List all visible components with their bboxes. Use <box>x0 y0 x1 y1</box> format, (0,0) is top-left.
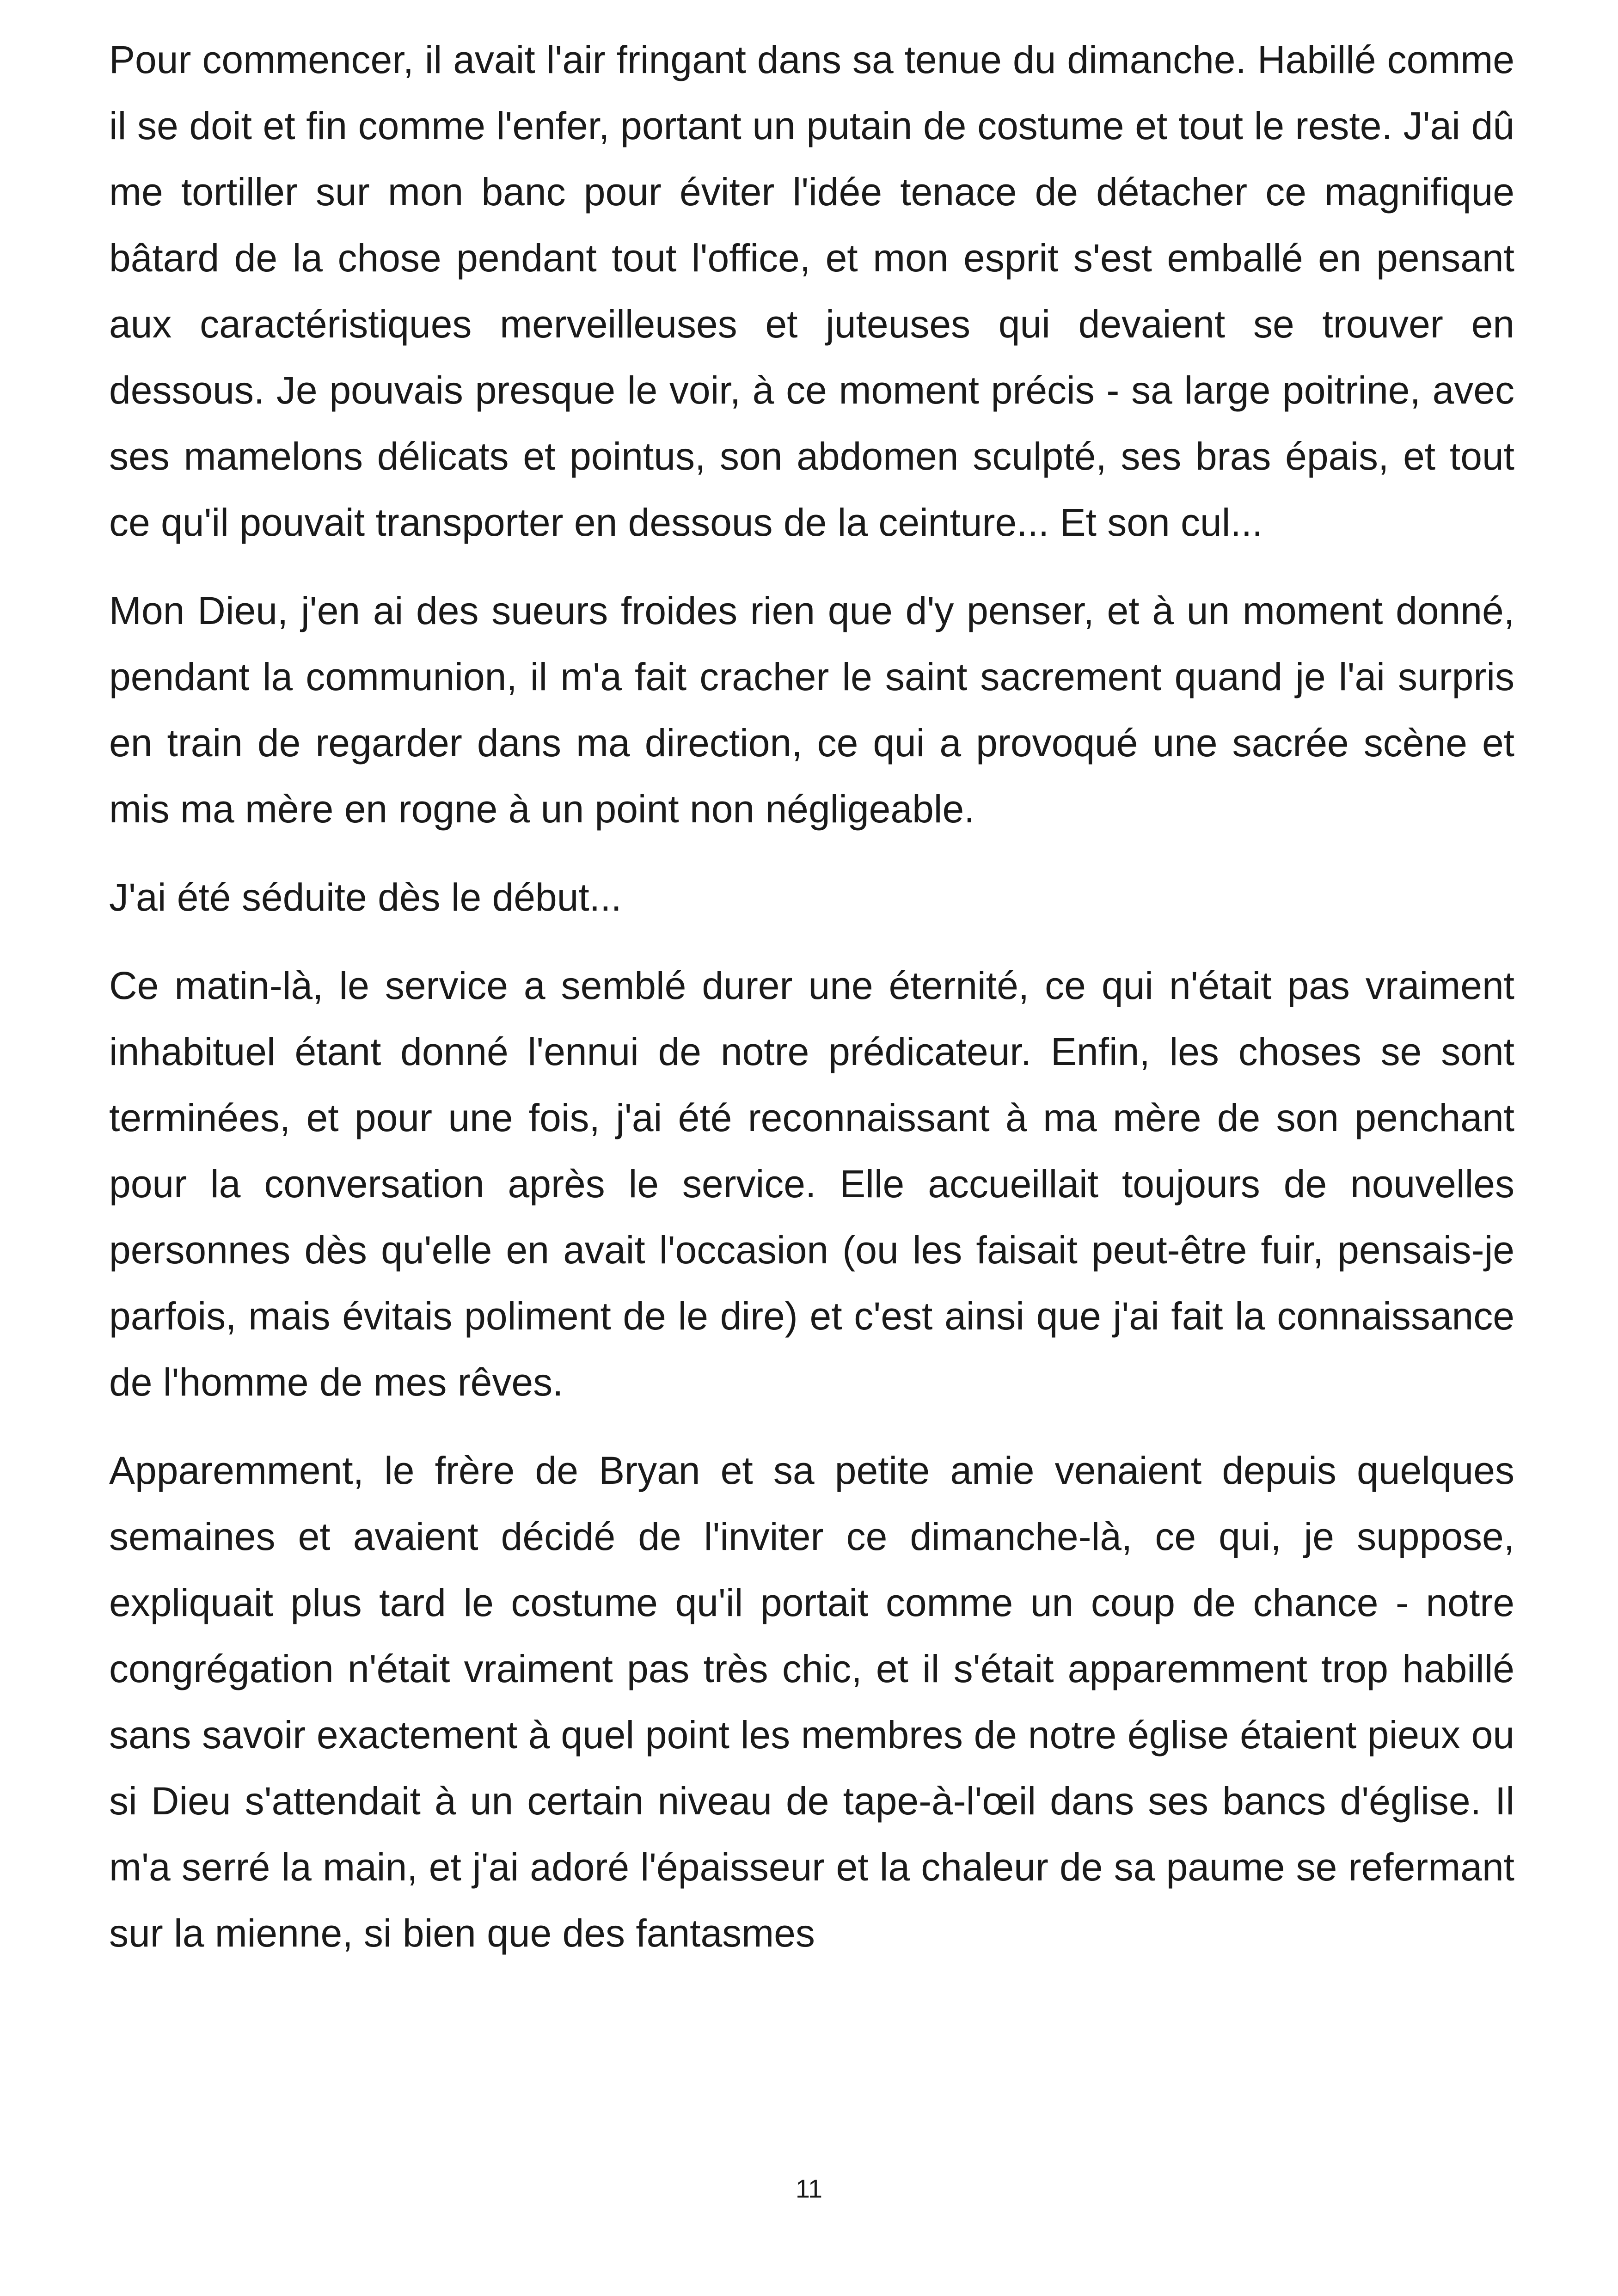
paragraph-4: Ce matin-là, le service a semblé durer une éternité, ce qui n'était pas vraiment inhabituel étant donné l'ennui de notre prédicateur. Enfin, les choses se sont terminées, et pour une fois, j'ai été reconnaissant à ma mère de son penchant pour la conversation après le service. Elle accueillait toujours de nouvelles personnes dès qu'elle en avait l'occasion (ou les faisait peut-être fuir, pensais-je parfois, mais évitais poliment de le dire) et c'est ainsi que j'ai fait la connaissance de l'homme de mes rêves. <box>109 964 1514 1404</box>
paragraph-5: Apparemment, le frère de Bryan et sa petite amie venaient depuis quelques semaines et avaient décidé de l'inviter ce dimanche-là, ce qui, je suppose, expliquait plus tard le costume qu'il portait comme un coup de chance - notre congrégation n'était vraiment pas très chic, et il s'était apparemment trop habillé sans savoir exactement à quel point les membres de notre église étaient pieux ou si Dieu s'attendait à un certain niveau de tape-à-l'œil dans ses bancs d'église. Il m'a serré la main, et j'ai adoré l'épaisseur et la chaleur de sa paume se refermant sur la mienne, si bien que des fantasmes <box>109 1449 1514 1955</box>
paragraph-2: Mon Dieu, j'en ai des sueurs froides rien que d'y penser, et à un moment donné, pendant la communion, il m'a fait cracher le saint sacrement quand je l'ai surpris en train de regarder dans ma direction, ce qui a provoqué une sacrée scène et mis ma mère en rogne à un point non négligeable. <box>109 589 1514 831</box>
paragraph-1: Pour commencer, il avait l'air fringant dans sa tenue du dimanche. Habillé comme il se doit et fin comme l'enfer, portant un putain de costume et tout le reste. J'ai dû me tortiller sur mon banc pour éviter l'idée tenace de détacher ce magnifique bâtard de la chose pendant tout l'office, et mon esprit s'est emballé en pensant aux caractéristiques merveilleuses et juteuses qui devaient se trouver en dessous. Je pouvais presque le voir, à ce moment précis - sa large poitrine, avec ses mamelons délicats et pointus, son abdomen sculpté, ses bras épais, et tout ce qu'il pouvait transporter en dessous de la ceinture... Et son cul... <box>109 38 1514 544</box>
paragraph-3: J'ai été séduite dès le début... <box>109 876 622 919</box>
body-text <box>109 27 1514 1989</box>
page-number: 11 <box>795 2174 823 2203</box>
